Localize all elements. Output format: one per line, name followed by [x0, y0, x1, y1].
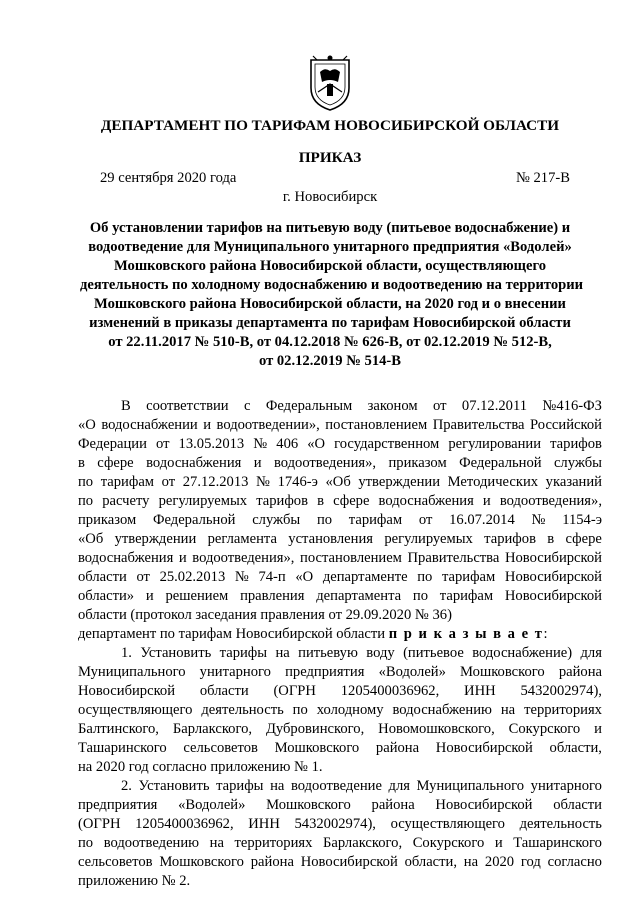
body-line: на 2020 год согласно приложению № 1. [78, 759, 323, 775]
body-line: 1. Установить тарифы на питьевую воду (питьевое водоснабжение) для [121, 645, 602, 661]
body-line: Муниципального унитарного предприятия «Водолей» Мошковского района [78, 664, 602, 680]
body-line: в сфере водоснабжения и водоотведения», приказом Федеральной службы [78, 455, 602, 471]
heading-line: Мошковского района Новосибирской области, на 2020 год и о внесении [94, 296, 566, 312]
order-number: № 217-В [515, 170, 570, 186]
heading-line: изменений в приказы департамента по тарифам Новосибирской области [89, 315, 571, 331]
heading-line: Мошковского района Новосибирской области, осуществляющего [113, 258, 547, 274]
heading-line: Об установлении тарифов на питьевую воду (питьевое водоснабжение) и [89, 220, 571, 236]
body-line: области от 25.02.2013 № 74-п «О департаменте по тарифам Новосибирской [78, 569, 602, 585]
body-line: предприятия «Водолей» Мошковского района Новосибирской области [78, 797, 602, 813]
orders-line [78, 625, 602, 644]
orders-lead: департамент по тарифам Новосибирской области [78, 626, 386, 642]
order-city: г. Новосибирск [282, 189, 378, 205]
body-line: области» и решением правления департамента по тарифам Новосибирской [78, 588, 602, 604]
orders-colon: : [543, 626, 548, 642]
department-name: ДЕПАРТАМЕНТ ПО ТАРИФАМ НОВОСИБИРСКОЙ ОБЛАСТИ [100, 117, 560, 134]
order-item-1 [78, 644, 602, 777]
body-line: Новосибирской области (ОГРН 1205400036962, ИНН 5432002974), [78, 683, 602, 699]
coat-of-arms-icon [305, 54, 355, 112]
order-subject [80, 219, 584, 371]
body-line: Балтинского, Барлакского, Дубровинского, Новомошковского, Сокурского и [78, 721, 602, 737]
order-item-2 [78, 777, 602, 891]
body-line: по тарифам от 27.12.2013 № 1746-э «Об утверждении Методических указаний [78, 474, 602, 490]
body-line: «О водоснабжении и водоотведении», постановлением Правительства Российской [78, 417, 602, 433]
body-line: водоснабжения и водоотведения», постановлением Правительства Новосибирской [78, 550, 602, 566]
heading-line: от 02.12.2019 № 514-В [258, 353, 402, 369]
preamble [78, 397, 602, 644]
body-line: по водоотведению на территориях Барлакского, Сокурского и Ташаринского [78, 835, 602, 851]
body-line: Ташаринского сельсоветов Мошковского района Новосибирской области, [78, 740, 602, 756]
body-line: Федерации от 13.05.2013 № 406 «О государственном регулировании тарифов [78, 436, 602, 452]
body-line: по расчету регулируемых тарифов в сфере водоснабжения и водоотведения», [78, 493, 602, 509]
body-line: В соответствии с Федеральным законом от 07.12.2011 №416-ФЗ [121, 398, 602, 414]
heading-line: деятельность по холодному водоснабжению и водоотведению на территории [80, 277, 584, 293]
body-line: приказом Федеральной службы по тарифам от 16.07.2014 № 1154-э [78, 512, 602, 528]
document-title: ПРИКАЗ [298, 149, 362, 166]
orders-word: п р и к а з ы в а е т [388, 626, 544, 642]
body-line: «Об утверждении регламента установления регулируемых тарифов в сфере [78, 531, 602, 547]
body-line: 2. Установить тарифы на водоотведение для Муниципального унитарного [121, 778, 602, 794]
body-line: области (протокол заседания правления от 29.09.2020 № 36) [78, 607, 452, 623]
body-line: приложению № 2. [78, 873, 191, 889]
body-line: сельсоветов Мошковского района Новосибирской области, на 2020 год согласно [78, 854, 602, 870]
order-date: 29 сентября 2020 года [100, 170, 237, 186]
order-body [78, 397, 602, 891]
heading-line: от 22.11.2017 № 510-В, от 04.12.2018 № 626-В, от 02.12.2019 № 512-В, [108, 334, 552, 350]
heading-line: водоотведение для Муниципального унитарного предприятия «Водолей» [88, 239, 572, 255]
body-line: осуществляющего деятельность по холодному водоснабжению на территориях [78, 702, 602, 718]
body-line: (ОГРН 1205400036962, ИНН 5432002974), осуществляющего деятельность [78, 816, 602, 832]
